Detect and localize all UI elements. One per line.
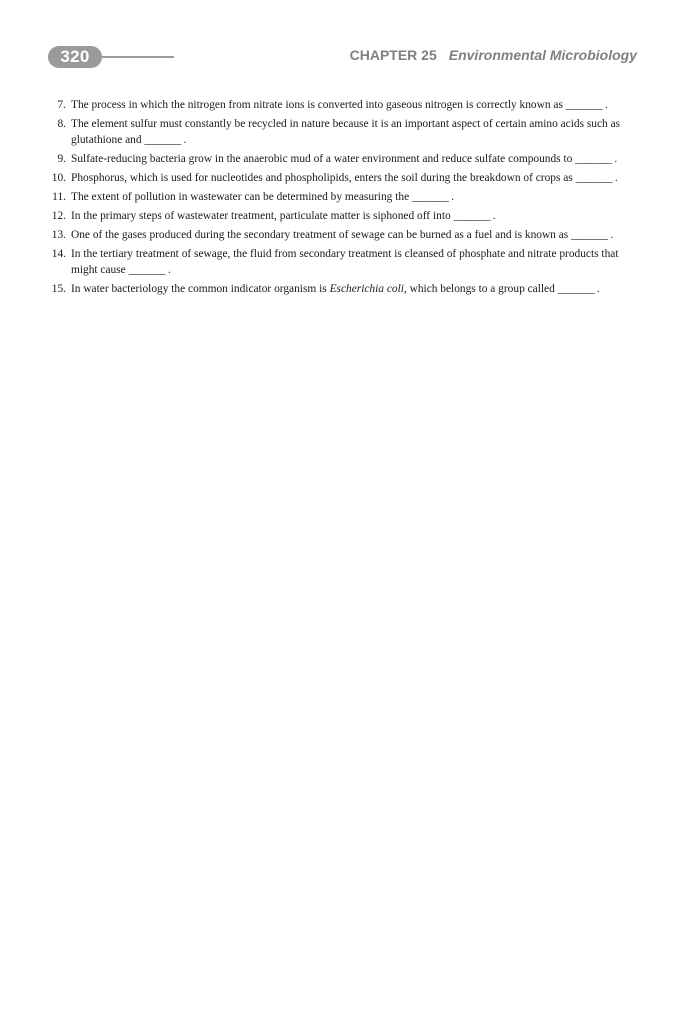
answer-blank: _______	[128, 264, 165, 276]
question-item	[48, 281, 638, 297]
question-text-main: One of the gases produced during the secondary treatment of sewage can be burned as a fuel and is known as	[71, 229, 569, 241]
question-item	[48, 246, 638, 278]
question-number: 8.	[57, 118, 66, 130]
answer-blank: _______	[571, 229, 608, 241]
question-text	[71, 248, 619, 276]
question-item	[48, 151, 638, 167]
question-number: 15.	[51, 283, 66, 295]
question-period: .	[614, 172, 618, 184]
chapter-label: CHAPTER 25	[349, 47, 437, 63]
page-number-badge: 320	[48, 46, 102, 68]
question-period: .	[610, 229, 614, 241]
question-text	[71, 172, 618, 184]
question-text-main: Phosphorus, which is used for nucleotides and phospholipids, enters the soil during the breakdown of crops as	[71, 172, 573, 184]
question-text-main: In the primary steps of wastewater treatment, particulate matter is siphoned off into	[71, 210, 451, 222]
question-text	[71, 283, 600, 295]
answer-blank: _______	[557, 283, 595, 295]
question-item	[48, 227, 638, 243]
answer-blank: _______	[565, 99, 603, 111]
question-text	[71, 229, 613, 241]
question-text-main: The extent of pollution in wastewater can be determined by measuring the	[71, 191, 410, 203]
organism-name: Escherichia coli,	[329, 283, 407, 295]
answer-blank: _______	[575, 172, 612, 184]
chapter-title: Environmental Microbiology	[448, 47, 637, 63]
question-text-main: The process in which the nitrogen from nitrate ions is converted into gaseous nitrogen is correctly known as	[71, 99, 563, 111]
question-number: 9.	[57, 153, 66, 165]
question-text-main: In the tertiary treatment of sewage, the fluid from secondary treatment is cleansed of phosphate and nitrate products that might cause	[71, 248, 619, 276]
question-item	[48, 97, 638, 113]
question-item	[48, 189, 638, 205]
answer-blank: _______	[412, 191, 449, 203]
question-item	[48, 116, 638, 148]
answer-blank: _______	[575, 153, 612, 165]
question-text	[71, 210, 496, 222]
question-text	[71, 153, 617, 165]
chapter-heading	[350, 47, 637, 63]
question-period: .	[183, 134, 187, 146]
question-period: .	[492, 210, 496, 222]
question-period: .	[604, 99, 608, 111]
question-text-main: Sulfate-reducing bacteria grow in the anaerobic mud of a water environment and reduce sulfate compounds to	[71, 153, 573, 165]
answer-blank: _______	[453, 210, 490, 222]
question-list	[48, 97, 638, 300]
header-rule	[100, 56, 174, 58]
question-period: .	[451, 191, 455, 203]
question-text-continued: which belongs to a group called	[409, 283, 555, 295]
page-header	[0, 0, 683, 80]
question-item	[48, 208, 638, 224]
question-number: 13.	[51, 229, 66, 241]
question-text	[71, 99, 608, 111]
question-text-main: In water bacteriology the common indicator organism is	[71, 283, 327, 295]
question-period: .	[596, 283, 600, 295]
question-period: .	[167, 264, 171, 276]
question-text-main: The element sulfur must constantly be recycled in nature because it is an important aspect of certain amino acids such as glutathione and	[71, 118, 621, 146]
answer-blank: _______	[144, 134, 181, 146]
question-period: .	[614, 153, 618, 165]
question-number: 10.	[51, 172, 66, 184]
question-number: 11.	[52, 191, 66, 203]
question-number: 14.	[51, 248, 66, 260]
question-number: 7.	[57, 99, 66, 111]
question-text	[71, 118, 620, 146]
question-number: 12.	[51, 210, 66, 222]
question-item	[48, 170, 638, 186]
question-text	[71, 191, 454, 203]
